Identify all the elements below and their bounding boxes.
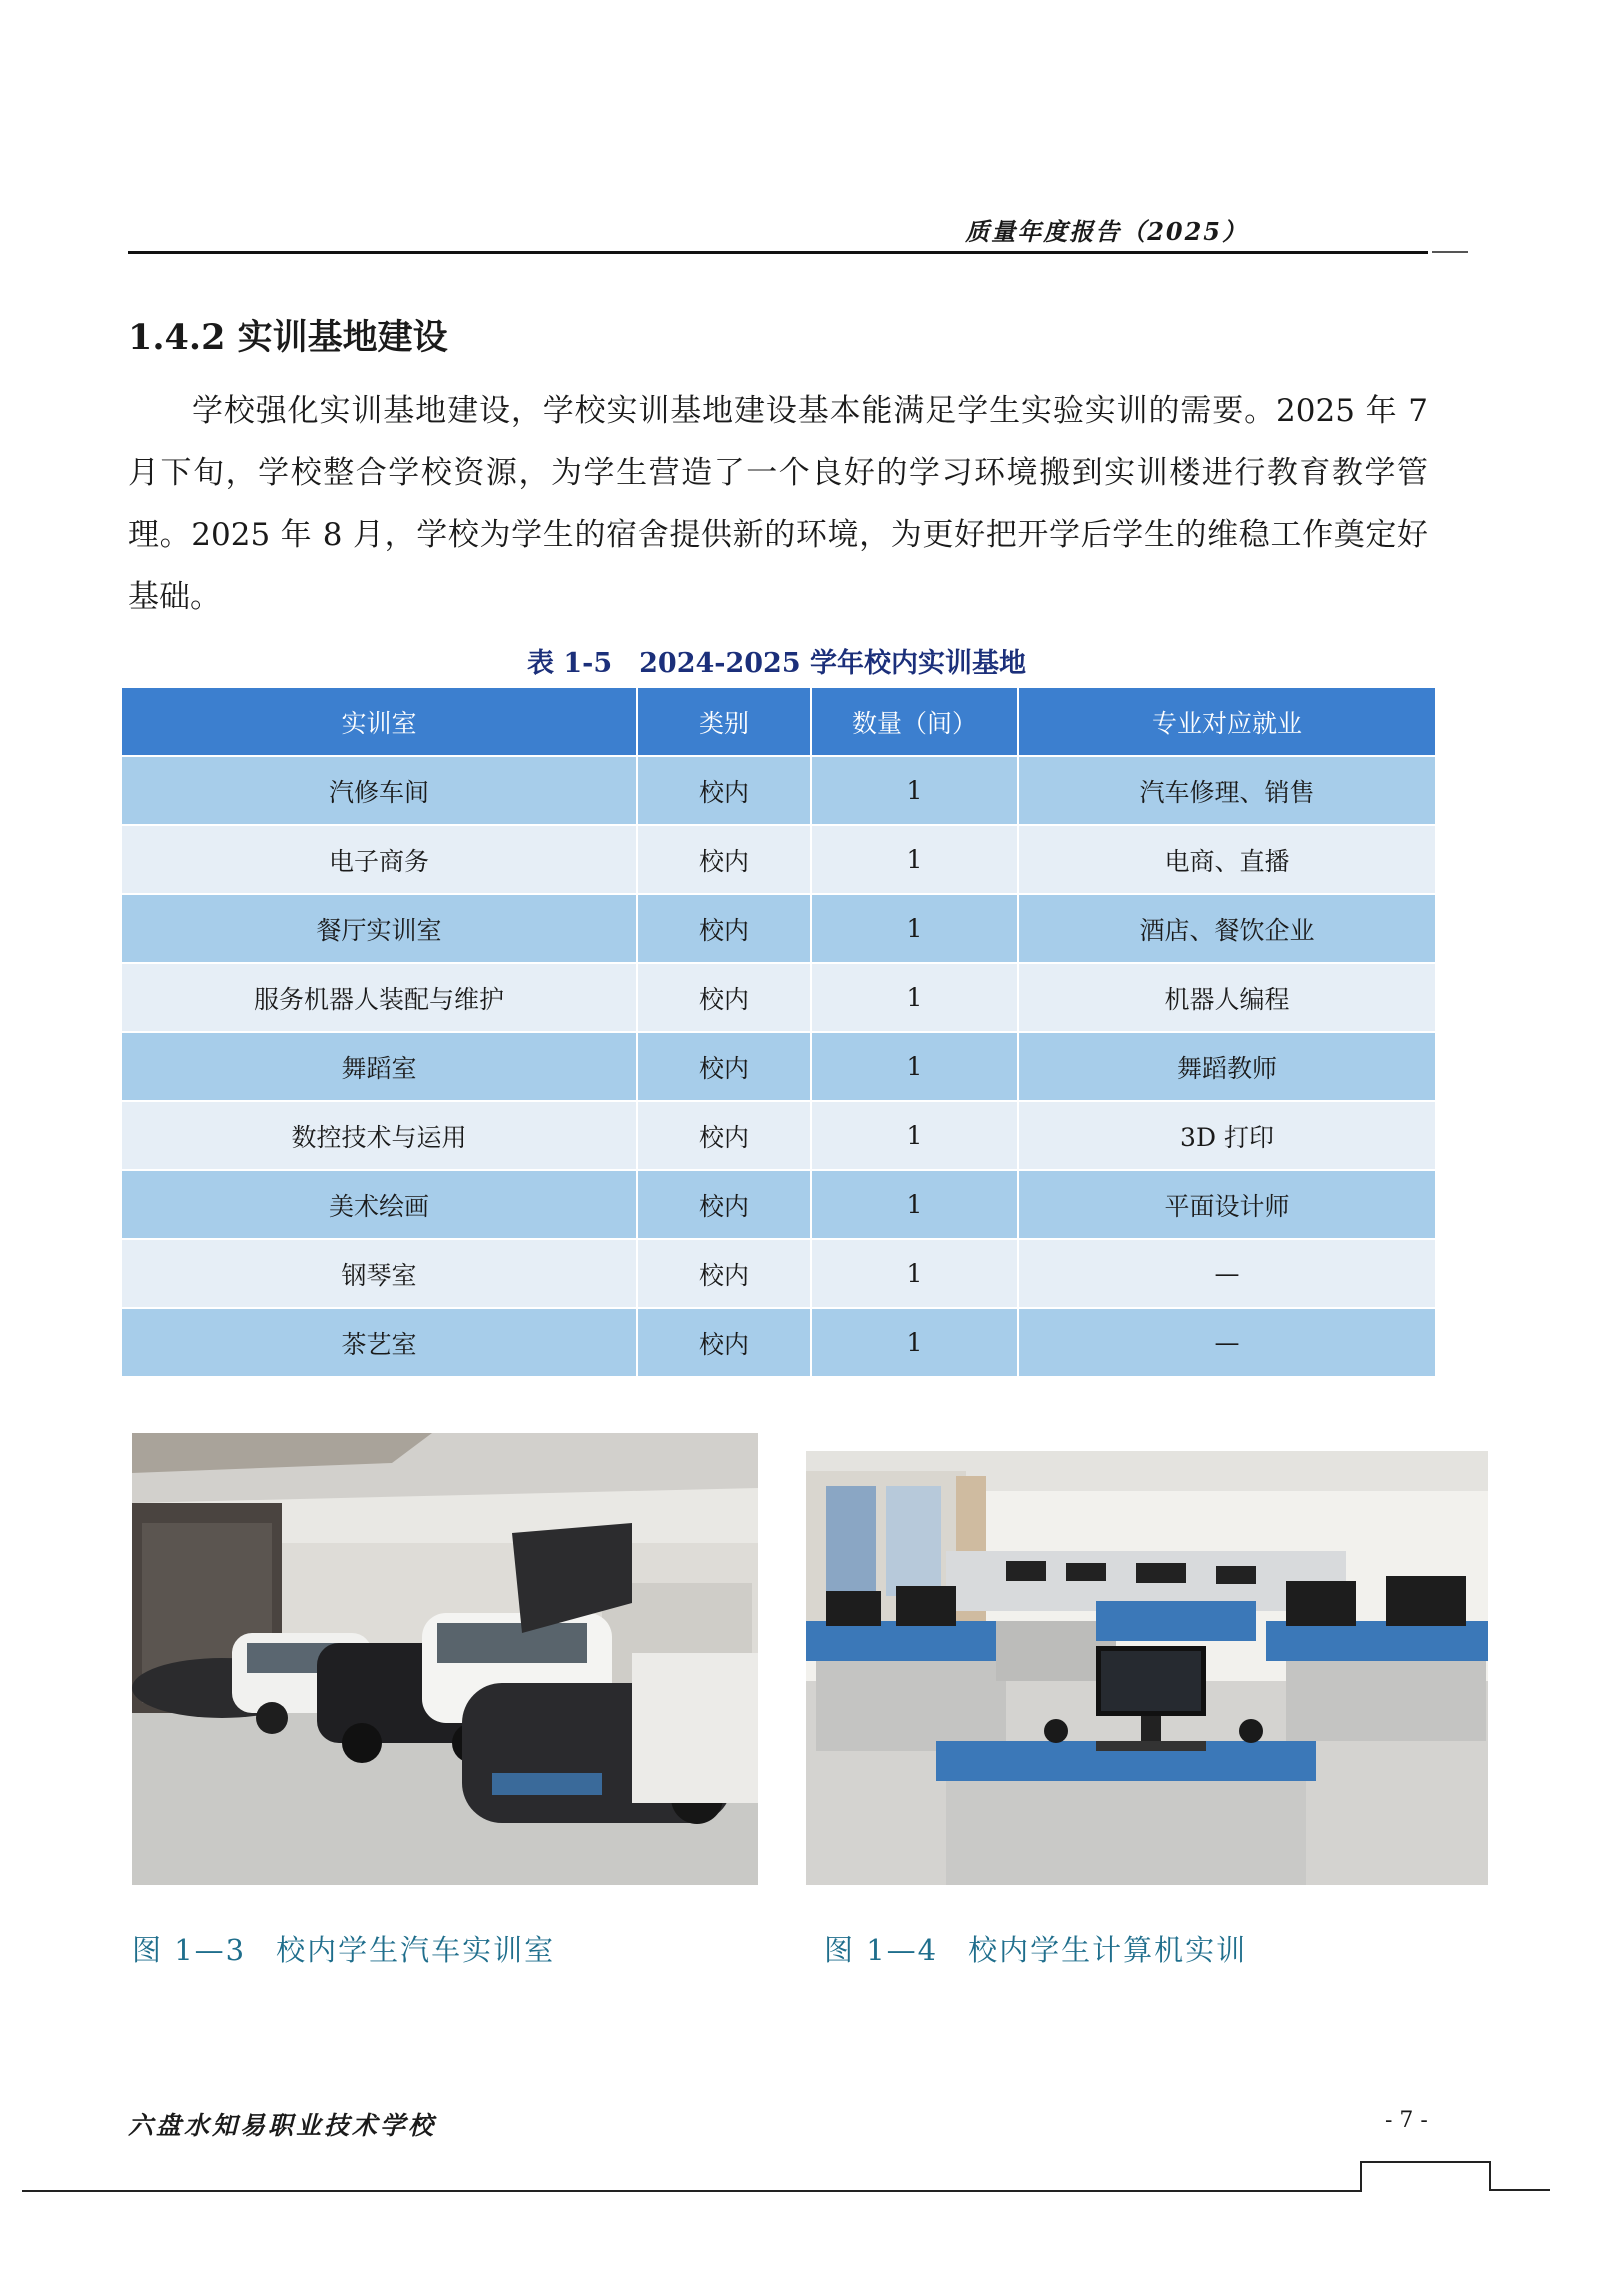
table-cell: 汽车修理、销售 — [1018, 756, 1436, 825]
table-cell: 1 — [811, 894, 1018, 963]
page-number: - 7 - — [1385, 2108, 1428, 2133]
figure-number: 图 1—4 — [824, 1933, 939, 1967]
column-header: 专业对应就业 — [1018, 687, 1436, 756]
table-cell: — — [1018, 1239, 1436, 1308]
footer-divider — [22, 2190, 1362, 2192]
figure-caption-text: 校内学生计算机实训 — [968, 1933, 1248, 1967]
table-cell: 1 — [811, 825, 1018, 894]
table-row — [121, 825, 1436, 894]
table-row — [121, 894, 1436, 963]
table-row — [121, 963, 1436, 1032]
table-cell: 校内 — [637, 963, 811, 1032]
table-row — [121, 1101, 1436, 1170]
table-header-row — [121, 687, 1436, 756]
figure-caption-1 — [132, 1928, 555, 1969]
table-cell: 校内 — [637, 894, 811, 963]
car-workshop-photo — [132, 1433, 758, 1885]
header-divider-tail — [1432, 251, 1468, 253]
table-cell: — — [1018, 1308, 1436, 1377]
table-cell: 校内 — [637, 825, 811, 894]
table-cell: 校内 — [637, 1032, 811, 1101]
report-title: 质量年度报告（2025） — [965, 217, 1248, 246]
table-row — [121, 1170, 1436, 1239]
table-cell: 服务机器人装配与维护 — [121, 963, 637, 1032]
table-cell: 电子商务 — [121, 825, 637, 894]
table-cell: 茶艺室 — [121, 1308, 637, 1377]
column-header: 类别 — [637, 687, 811, 756]
table-row — [121, 1308, 1436, 1377]
school-name: 六盘水知易职业技术学校 — [128, 2111, 437, 2140]
table-cell: 汽修车间 — [121, 756, 637, 825]
footer-tab-shape — [1360, 2160, 1550, 2196]
table-cell: 数控技术与运用 — [121, 1101, 637, 1170]
table-cell: 1 — [811, 963, 1018, 1032]
section-heading: 1.4.2 实训基地建设 — [128, 317, 448, 358]
table-cell: 校内 — [637, 756, 811, 825]
table-cell: 校内 — [637, 1308, 811, 1377]
table-cell: 餐厅实训室 — [121, 894, 637, 963]
table-cell: 校内 — [637, 1170, 811, 1239]
table-cell: 美术绘画 — [121, 1170, 637, 1239]
figure-number: 图 1—3 — [132, 1933, 247, 1967]
table-row — [121, 1239, 1436, 1308]
table-cell: 舞蹈室 — [121, 1032, 637, 1101]
table-cell: 校内 — [637, 1239, 811, 1308]
header-divider — [128, 251, 1428, 254]
table-cell: 1 — [811, 1101, 1018, 1170]
table-row — [121, 1032, 1436, 1101]
computer-lab-photo — [806, 1451, 1488, 1885]
table-cell: 酒店、餐饮企业 — [1018, 894, 1436, 963]
table-cell: 平面设计师 — [1018, 1170, 1436, 1239]
figure-caption-2 — [824, 1928, 1247, 1969]
table-cell: 舞蹈教师 — [1018, 1032, 1436, 1101]
column-header: 数量（间） — [811, 687, 1018, 756]
training-base-table — [120, 686, 1437, 1378]
table-row — [121, 756, 1436, 825]
body-paragraph-block — [128, 380, 1428, 628]
table-cell: 电商、直播 — [1018, 825, 1436, 894]
table-cell: 3D 打印 — [1018, 1101, 1436, 1170]
body-paragraph: 学校强化实训基地建设，学校实训基地建设基本能满足学生实验实训的需要。2025 年 7 月下旬，学校整合学校资源，为学生营造了一个良好的学习环境搬到实训楼进行教育教学管理。2025 年 8 月，学校为学生的宿舍提供新的环境，为更好把开学后学生的维稳工作奠定好基础。 — [128, 393, 1428, 615]
table-cell: 1 — [811, 1032, 1018, 1101]
table-cell: 1 — [811, 1308, 1018, 1377]
table-cell: 钢琴室 — [121, 1239, 637, 1308]
figure-caption-text: 校内学生汽车实训室 — [276, 1933, 556, 1967]
table-cell: 1 — [811, 1239, 1018, 1308]
table-cell: 1 — [811, 1170, 1018, 1239]
table-caption: 表 1-5 2024-2025 学年校内实训基地 — [526, 648, 1027, 679]
column-header: 实训室 — [121, 687, 637, 756]
table-cell: 1 — [811, 756, 1018, 825]
table-cell: 机器人编程 — [1018, 963, 1436, 1032]
table-cell: 校内 — [637, 1101, 811, 1170]
